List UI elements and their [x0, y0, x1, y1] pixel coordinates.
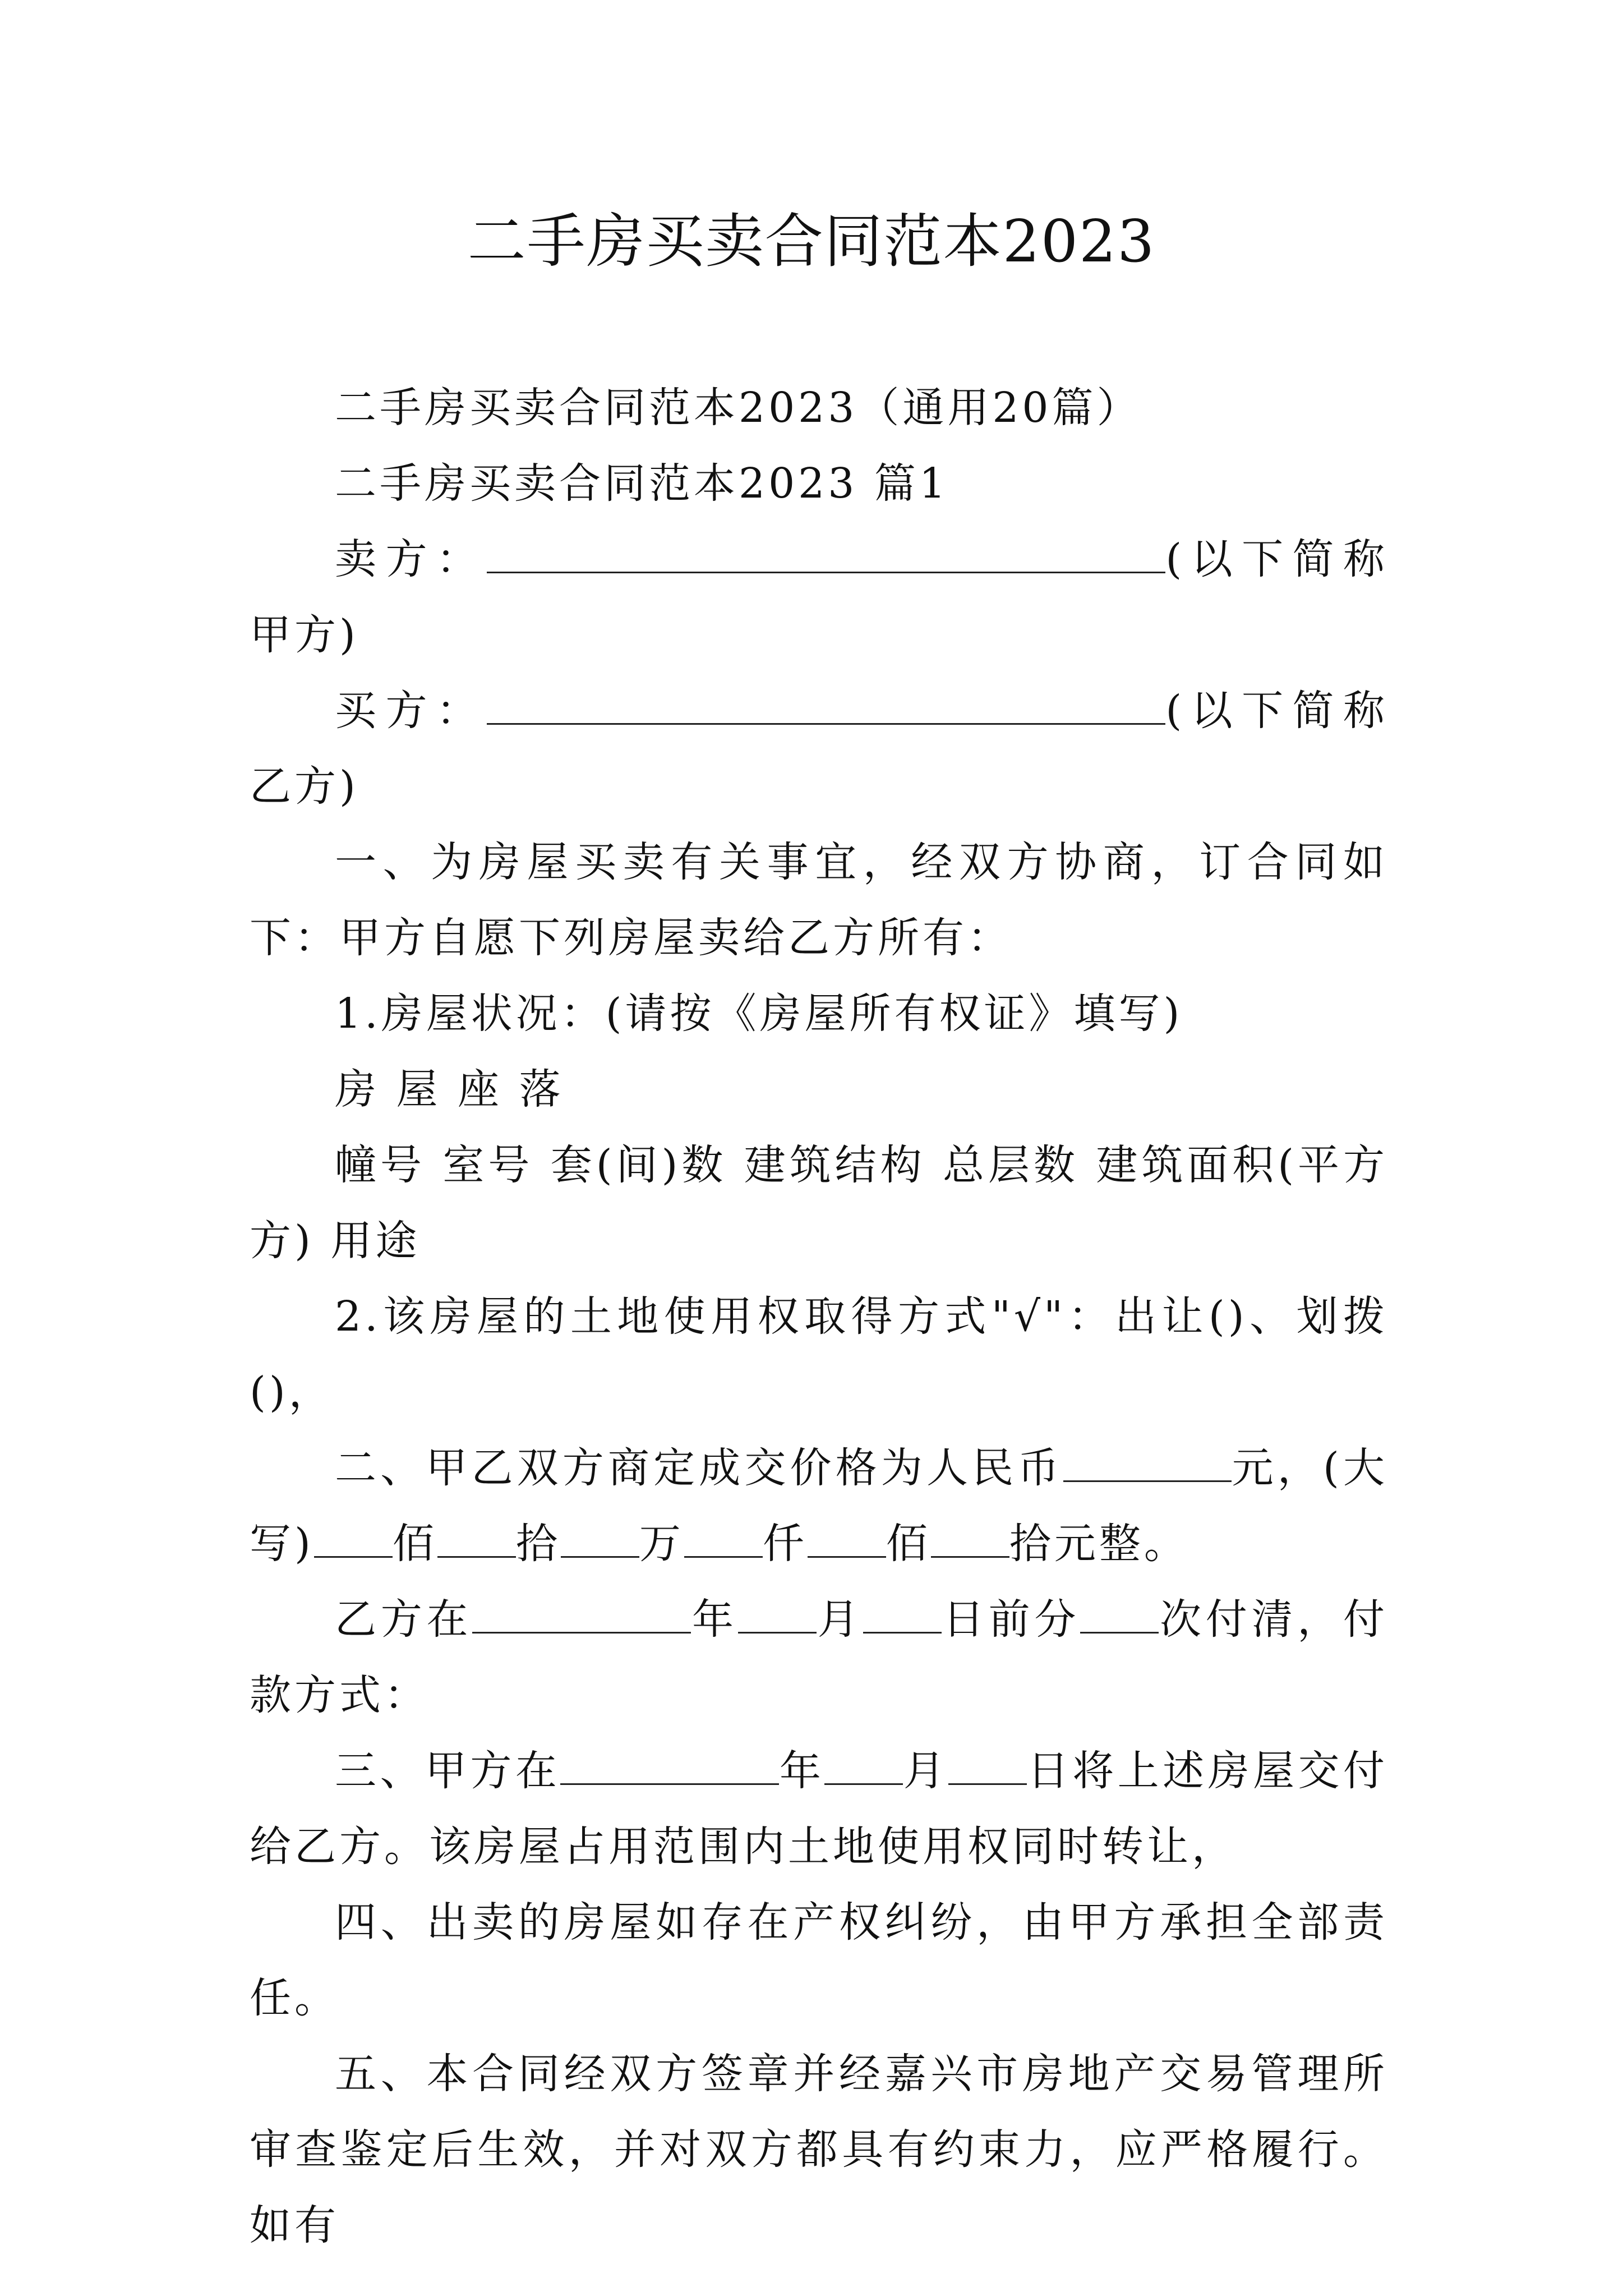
- page-title: 二手房买卖合同范本2023: [467, 207, 1156, 275]
- payment-line: [250, 1582, 1388, 1733]
- pay-year-blank: [472, 1587, 691, 1634]
- clause-3-text-b: 日将上述房屋交付给乙方。该房屋占用范围内土地使用权同时转让，: [250, 1747, 1389, 1871]
- payment-month: 月: [816, 1595, 864, 1644]
- buyer-line: [250, 673, 1388, 825]
- unit-bai: 佰: [392, 1520, 437, 1568]
- pay-month-blank: [738, 1587, 817, 1634]
- payment-day: 日前分: [942, 1595, 1081, 1644]
- clause-3-text-a: 三、甲方在: [335, 1747, 561, 1795]
- unit-shi: 拾: [515, 1520, 561, 1568]
- payment-year: 年: [691, 1595, 738, 1644]
- blank-bai-2: [808, 1511, 886, 1558]
- clause-2: [250, 1430, 1388, 1582]
- clause-3-month: 月: [903, 1747, 949, 1795]
- clause-3: [250, 1733, 1388, 1885]
- clause-2-text-b: 元，(大写): [250, 1444, 1388, 1568]
- clause-5: 五、本合同经双方签章并经嘉兴市房地产交易管理所审查鉴定后生效，并对双方都具有约束力，应严格履行。如有: [250, 2050, 1388, 2249]
- blank-qian: [684, 1511, 763, 1558]
- pay-times-blank: [1080, 1587, 1159, 1634]
- clause-4: 四、出卖的房屋如存在产权纠纷，由甲方承担全部责任。: [250, 1898, 1388, 2022]
- seller-label: 卖方：: [335, 535, 487, 583]
- location-line: 房 屋 座 落: [335, 1065, 564, 1114]
- blank-bai: [314, 1511, 393, 1558]
- deliver-year-blank: [560, 1738, 779, 1785]
- item-2: 2.该房屋的土地使用权取得方式"√"：出让()、划拨()，: [250, 1292, 1388, 1416]
- payment-text-a: 乙方在: [335, 1595, 473, 1644]
- buyer-label: 买方：: [335, 687, 487, 735]
- payment-text-b: 次付清，付款方式：: [250, 1595, 1388, 1719]
- unit-qian: 仟: [762, 1520, 808, 1568]
- section-heading: 二手房买卖合同范本2023 篇1: [335, 459, 949, 508]
- price-blank: [1063, 1435, 1232, 1482]
- document-body: [250, 370, 1388, 2263]
- blank-shi-2: [931, 1511, 1009, 1558]
- seller-blank: [487, 527, 1165, 573]
- clause-2-text-a: 二、甲乙双方商定成交价格为人民币: [335, 1444, 1063, 1492]
- item-1: 1.房屋状况：(请按《房屋所有权证》填写): [335, 990, 1183, 1038]
- buyer-suffix: (以下简称乙方): [250, 687, 1388, 811]
- blank-wan: [561, 1511, 639, 1558]
- seller-suffix: (以下简称甲方): [250, 535, 1388, 659]
- columns-line: 幢号 室号 套(间)数 建筑结构 总层数 建筑面积(平方方) 用途: [250, 1141, 1388, 1265]
- unit-bai-2: 佰: [886, 1520, 931, 1568]
- intro-line: 二手房买卖合同范本2023（通用20篇）: [335, 384, 1142, 432]
- unit-shiyuan: 拾元整。: [1009, 1520, 1189, 1568]
- seller-line: [250, 522, 1388, 673]
- clause-1: 一、为房屋买卖有关事宜，经双方协商，订合同如下：甲方自愿下列房屋卖给乙方所有：: [250, 838, 1388, 962]
- clause-3-year: 年: [779, 1747, 825, 1795]
- blank-shi: [437, 1511, 516, 1558]
- deliver-month-blank: [824, 1738, 903, 1785]
- buyer-blank: [487, 678, 1165, 725]
- pay-day-blank: [863, 1587, 942, 1634]
- deliver-day-blank: [948, 1738, 1027, 1785]
- unit-wan: 万: [639, 1520, 684, 1568]
